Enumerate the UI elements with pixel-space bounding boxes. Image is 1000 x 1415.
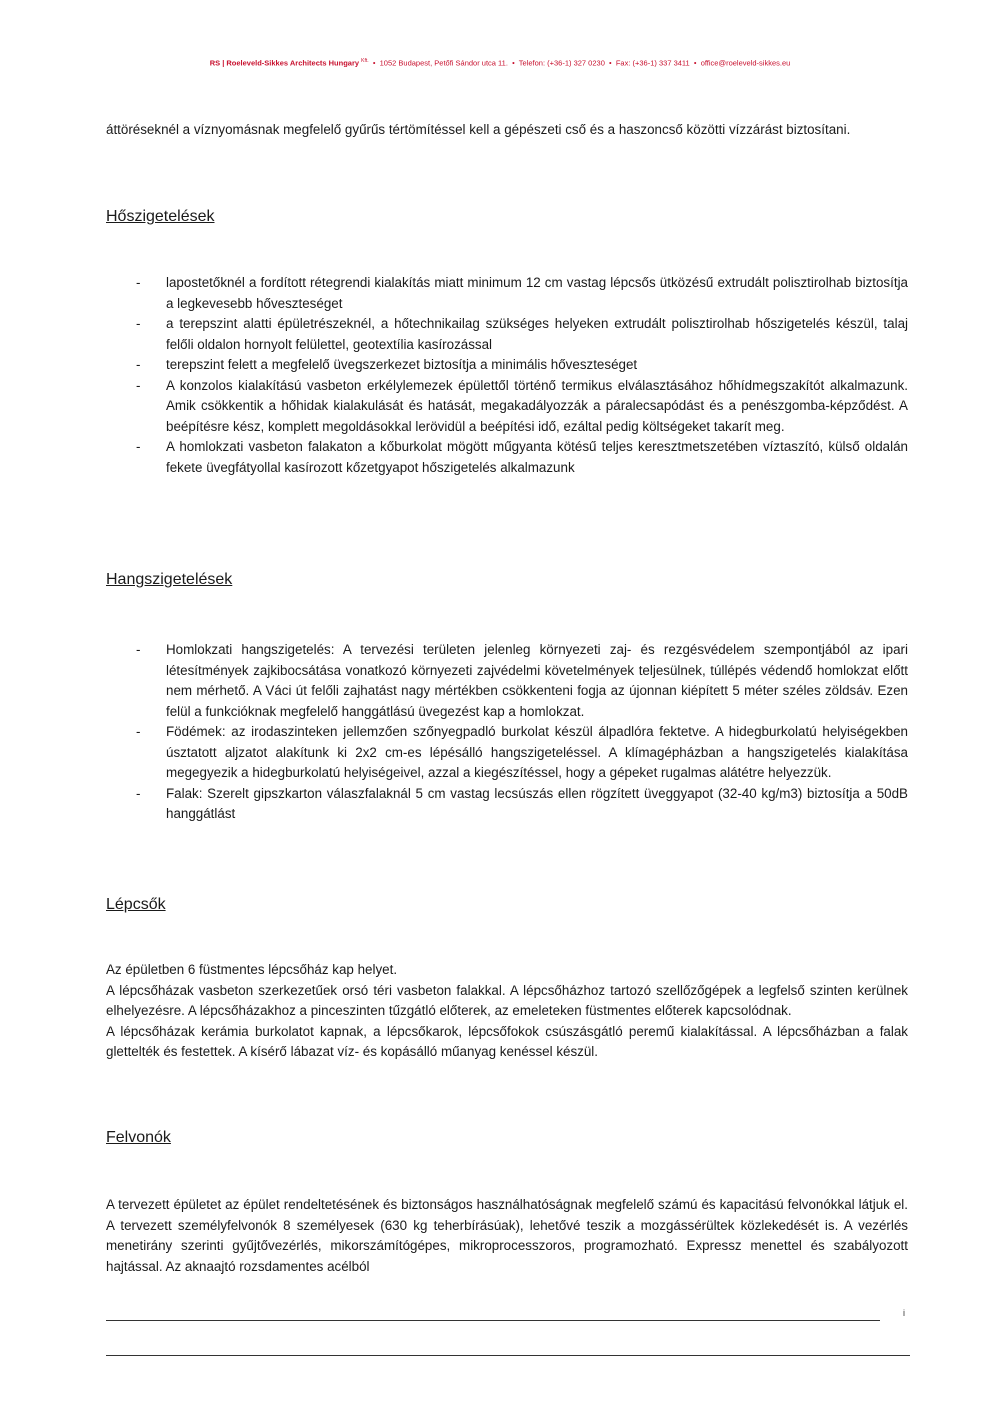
firm-phone: Telefon: (+36-1) 327 0230 [518, 58, 605, 68]
list-item: - A konzolos kialakítású vasbeton erkélylemezek épülettől történő termikus elválasztásához hőhídmegszakítót alkalmazunk. Amik csökkentik a hőhidak kialakulását és hatását, megakadályozzák a páralecsapódást és a penészgomba-képződést. A beépítésre kész, komplett megoldásokkal lerövidül a beépítési idő, ezáltal pedig költségeket takarít meg. [136, 377, 908, 434]
hangszigeteles-list [106, 640, 908, 825]
firm-fax: Fax: (+36-1) 337 3411 [615, 58, 690, 68]
lepcsok-paragraph: A lépcsőházak vasbeton szerkezetűek orsó téri vasbeton falakkal. A lépcsőházhoz tartozó szellőzőgépek a legfelső szinten kerülnek elhelyezésre. A lépcsőházakhoz a pinceszinten tűzgátló előterek, az emeleteken füstmentes előterek kapcsolódnak. [106, 982, 908, 1018]
firm-email[interactable]: office@roeleveld-sikkes.eu [700, 58, 791, 68]
footer-rule-bottom [106, 1355, 910, 1356]
list-item: - lapostetőknél a fordított rétegrendi kialakítás miatt minimum 12 cm vastag lépcsős ütközésű extrudált polisztirolhab biztosítja a legkevesebb hőveszteséget [136, 275, 908, 311]
intro-paragraph: áttöréseknél a víznyomásnak megfelelő gyűrűs tértömítéssel kell a gépészeti cső és a haszoncső közötti vízzárást biztosítani. [106, 122, 851, 137]
hoszigeteles-list [106, 273, 908, 478]
list-item: - a terepszint alatti épületrészeknél, a hőtechnikailag szükséges helyeken extrudált polisztirolhab hőszigetelés készül, talaj felőli oldalon hornyolt felülettel, geotextília kasírozással [136, 316, 908, 352]
heading-lepcsok: Lépcsők [106, 896, 166, 913]
intro-block [106, 120, 908, 141]
list-item: - A homlokzati vasbeton falakaton a kőburkolat mögött műgyanta kötésű teljes keresztmetszetében víztaszító, külső oldalán fekete üvegfátyollal kasírozott kőzetgyapot hőszigetelés alkalmazunk [136, 439, 908, 475]
letterhead: RS | Roeleveld-Sikkes Architects Hungary $^{Kft.}$ • 1052 Budapest, Petőfi Sándor utca 11. • Telefon: (+36-1) 327 0230 • Fax: (+36-1) 337 3411 • office@roeleveld-sikkes.eu [209, 58, 791, 68]
heading-felvonok: Felvonók [106, 1129, 171, 1146]
felvonok-paragraph: A tervezett épületet az épület rendeltetésének és biztonságos használhatóságnak megfelelő számú és kapacitású felvonókkal látjuk el. A tervezett személyfelvonók 8 személyesek (630 kg teherbírásúak), lehetővé teszik a mozgássérültek közlekedését is. A vezérlés menetirány szerinti gyűjtővezérlés, mikorszámítógépes, mikroprocesszoros, programozható. Expressz menettel és szabályozott hajtással. Az aknaajtó rozsdamentes acélból [106, 1197, 908, 1274]
hangszigeteles-section [106, 640, 908, 825]
footer-rule-top [106, 1320, 880, 1321]
lepcsok-paragraph: A lépcsőházak kerámia burkolatot kapnak, a lépcsőkarok, lépcsőfokok csúszásgátló peremű kialakítással. A lépcsőházban a falak glettelték és festettek. A kísérő lábazat víz- és kopásálló műanyag kenéssel készül. [106, 1023, 908, 1059]
heading-hoszigeteles: Hőszigetelések [106, 208, 215, 225]
list-item: - Födémek: az irodaszinteken jellemzően szőnyegpadló burkolat készül álpadlóra fektetve. A hidegburkolatú helyiségekben úsztatott aljzatot alakítunk ki 2x2 cm-es lépésálló hangszigeteléssel. A klímagépházban a hangszigetelés kialakítása megegyezik a hidegburkolatú helyiségeivel, azzal a kiegészítéssel, hogy a gépeket rugalmas alátétre helyezzük. [136, 724, 908, 780]
list-item: - terepszint felett a megfelelő üvegszerkezet biztosítja a minimális hőveszteséget [136, 357, 638, 372]
list-item: - Homlokzati hangszigetelés: A tervezési területen jelenleg környezeti zaj- és rezgésvédelem szempontjából az ipari létesítmények zajkibocsátása vonatkozó környezeti zajvédelmi követelmények teljesülnek, túllépés védendő homlokzat előtt nem mérhető. A Váci út felőli zajhatást nagy mértékben csökkenteni fogja az újonnan kiépített 5 méter széles zöldsáv. Ezen felül a funkcióknak megfelelő hanggátlású üvegezést kap a homlokzat. [136, 642, 908, 719]
page-marker: i [903, 1308, 905, 1318]
felvonok-section [106, 1195, 908, 1277]
lepcsok-paragraph: Az épületben 6 füstmentes lépcsőház kap helyet. [106, 962, 398, 977]
heading-hangszigeteles: Hangszigetelések [106, 571, 233, 588]
firm-name: RS | Roeleveld-Sikkes Architects Hungary [209, 58, 360, 68]
lepcsok-section [106, 960, 908, 1063]
firm-address: 1052 Budapest, Petőfi Sándor utca 11. [379, 58, 508, 68]
list-item: - Falak: Szerelt gipszkarton válaszfalaknál 5 cm vastag lecsúszás ellen rögzített üveggyapot (32-40 kg/m3) biztosítja a 50dB hanggátlást [136, 785, 908, 821]
hoszigeteles-section [106, 273, 908, 478]
firm-suffix: Kft. [361, 58, 369, 64]
